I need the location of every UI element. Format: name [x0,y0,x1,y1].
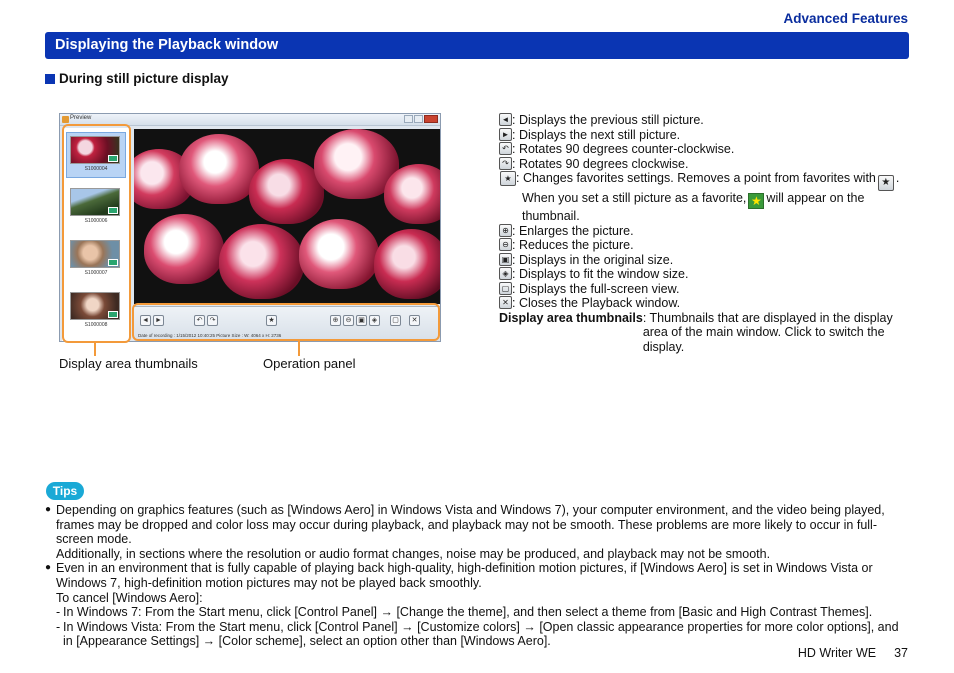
thumbnails-definition [499,311,914,355]
square-bullet-icon [45,74,55,84]
page-footer [798,646,908,660]
desc-text: : Displays in the original size. [512,252,674,267]
tips-badge: Tips [46,482,84,500]
desc-text: : Changes favorites settings. Removes a point from favorites with ★ . [516,171,899,191]
definition-text: : Thumbnails that are displayed in the display area of the main window. Click to switch the display. [642,310,893,354]
tip-cancel: To cancel [Windows Aero]: [56,590,203,605]
favorites-line2: When you set a still picture as a favorite, ★ will appear on the [522,191,865,208]
tips-content [45,503,911,649]
rotate-cw-icon: ↷ [207,315,218,326]
main-picture [134,129,440,304]
favorite-icon: ★ [500,171,516,186]
previous-icon: ◄ [140,315,151,326]
window-close-icon [424,115,438,123]
desc-text: : Enlarges the picture. [512,223,634,238]
favorite-star-icon: ★ [748,193,764,209]
tip-step: - In Windows Vista: From the Start menu, click [Control Panel] → [Customize colors] → [Open classic appearance properties for more color options], and in [Appearance Settings] → [Color scheme], select an option other than [Windows Aero]. [45,620,911,649]
desc-text: : Displays the full-screen view. [512,281,680,296]
thumbnail-label: S1000007 [84,270,108,276]
app-icon [62,116,69,123]
desc-text: : Rotates 90 degrees counter-clockwise. [512,142,735,156]
desc-row-next [499,128,914,143]
thumbnail-label: S1000004 [84,166,108,172]
thumbnails-highlight [62,124,131,343]
section-label: Advanced Features [783,11,908,26]
full-screen-icon: ▢ [390,315,401,326]
next-icon: ► [153,315,164,326]
close-icon: ✕ [499,296,512,309]
thumbnails-callout-label: Display area thumbnails [59,356,198,371]
desc-row-fit-window [499,267,914,282]
thumbnails-callout-line [94,343,96,356]
desc-text: : Displays the previous still picture. [512,113,704,127]
page-number: 37 [894,646,908,660]
original-size-icon: ▣ [356,315,367,326]
window-controls [404,115,438,123]
panel-highlight [132,303,440,341]
zoom-out-icon: ⊖ [499,238,512,251]
panel-callout-label: Operation panel [263,356,356,371]
maximize-icon [414,115,423,123]
subheading [45,71,229,86]
desc-row-favorites [500,171,914,191]
minimize-icon [404,115,413,123]
definition-term: Display area thumbnails [499,310,643,325]
desc-row-previous [499,113,914,128]
preview-title: Preview [70,115,92,121]
desc-row-full-screen [499,282,914,297]
desc-text: : Reduces the picture. [512,238,634,252]
thumbnail-label: S1000006 [84,218,108,224]
desc-row-rotate-cw [499,157,914,172]
previous-icon: ◄ [499,113,512,126]
desc-text: : Closes the Playback window. [512,296,681,310]
zoom-out-icon: ⊖ [343,315,354,326]
desc-row-zoom-in [499,224,914,239]
favorite-icon: ★ [266,315,277,326]
thumbnail-label: S1000008 [84,322,108,328]
picture-info: Date of recording : 1/15/2012 10:40:25 Picture Size : W: 4064 x H: 2736 [138,333,282,338]
icon-descriptions [499,113,914,354]
page-title: Displaying the Playback window [45,32,909,59]
zoom-in-icon: ⊕ [330,315,341,326]
zoom-in-icon: ⊕ [499,224,512,237]
desc-text: : Displays to fit the window size. [512,267,689,281]
desc-row-original-size [499,253,914,268]
desc-text: : Rotates 90 degrees clockwise. [512,156,689,171]
desc-text: : Displays the next still picture. [512,127,681,142]
tip-extra: Additionally, in sections where the resolution or audio format changes, noise may be produced, and playback may not be smooth. [56,546,771,561]
next-icon: ► [499,128,512,141]
full-screen-icon: ▢ [499,282,512,295]
remove-favorite-icon: ★ [878,175,894,191]
desc-row-close [499,296,914,311]
fit-window-icon: ◈ [499,267,512,280]
rotate-ccw-icon: ↶ [194,315,205,326]
close-icon: ✕ [409,315,420,326]
subheading-text: During still picture display [59,71,229,86]
tip-step: - In Windows 7: From the Start menu, click [Control Panel] → [Change the theme], and then select a theme from [Basic and High Contrast Themes]. [45,605,911,620]
original-size-icon: ▣ [499,253,512,266]
tip-bullet: ● Even in an environment that is fully capable of playing back high-quality, high-definition motion pictures, if [Windows Aero] is set in Windows Vista or Windows 7, high-definition motion pictures may not be played back smoothly. [45,561,911,590]
desc-row-rotate-ccw [499,142,914,157]
panel-callout-line [298,341,300,356]
tip-bullet: ● Depending on graphics features (such as [Windows Aero] in Windows Vista and Windows 7), your computer environment, and the video being played, frames may be dropped and color loss may occur during playback, and playback may not be smooth. These problems are more likely to occur in full-screen mode. [45,503,911,547]
rotate-ccw-icon: ↶ [499,142,512,155]
desc-row-zoom-out [499,238,914,253]
fit-window-icon: ◈ [369,315,380,326]
favorites-line3: thumbnail. [522,209,580,223]
product-name: HD Writer WE [797,646,877,660]
rotate-cw-icon: ↷ [499,157,512,170]
